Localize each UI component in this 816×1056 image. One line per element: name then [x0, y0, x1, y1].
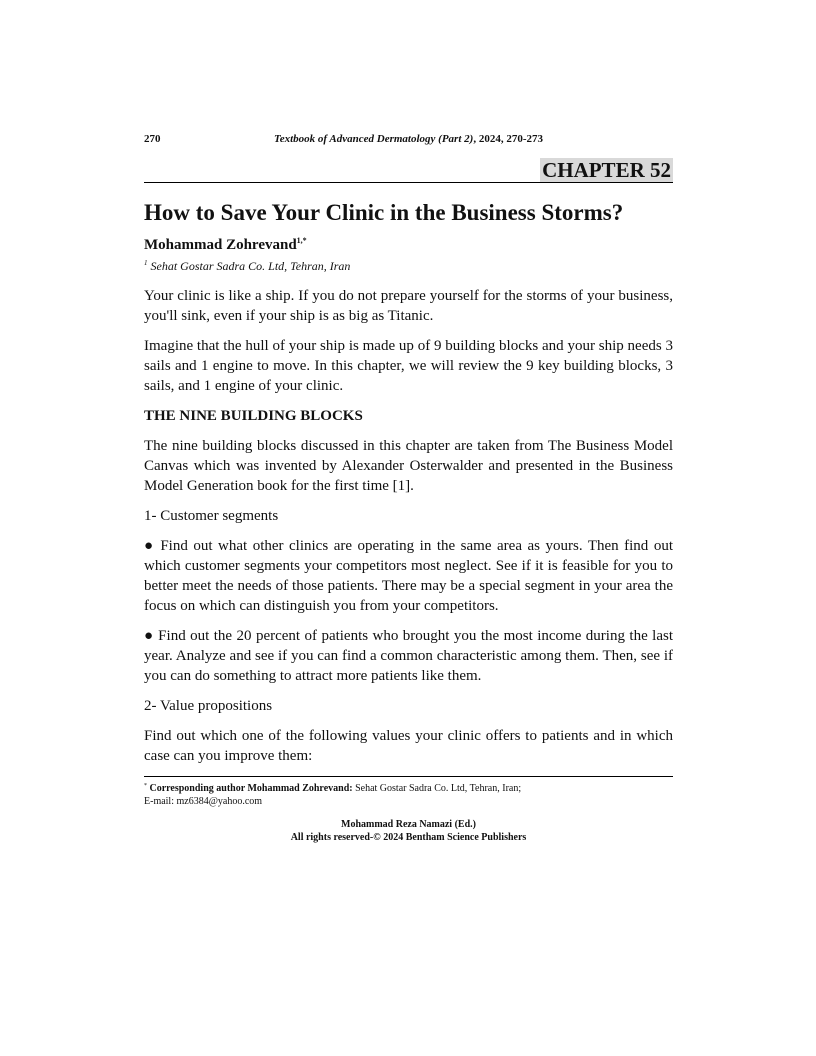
footnote-rule	[144, 776, 673, 777]
paragraph-canvas: The nine building blocks discussed in this chapter are taken from The Business Model Canvas which was invented by Alexander Osterwalder and presented in the Business Model Generation book for the first time [1].	[144, 438, 673, 494]
footnote-mark: *	[144, 783, 147, 789]
editor-credit: Mohammad Reza Namazi (Ed.)	[341, 819, 476, 830]
header-rule	[144, 182, 673, 183]
footnote-line-1	[144, 780, 673, 795]
publisher-credits	[144, 818, 673, 844]
footnote-email: E-mail: mz6384@yahoo.com	[144, 796, 263, 807]
bullet-competitors: ● Find out what other clinics are operating in the same area as yours. Then find out which customer segments your competitors most neglect. See if it is feasible for you to better meet the needs of those patients. There may be a special segment in your area the focus on which can distinguish you from your competitors.	[144, 538, 673, 614]
chapter-label-box	[540, 158, 673, 182]
affiliation	[144, 259, 350, 274]
subheading-customer-segments: 1- Customer segments	[144, 508, 279, 524]
journal-citation	[144, 133, 673, 145]
section-heading: THE NINE BUILDING BLOCKS	[144, 408, 363, 424]
journal-title: Textbook of Advanced Dermatology (Part 2)	[274, 133, 474, 145]
paragraph-intro: Your clinic is like a ship. If you do not prepare yourself for the storms of your business, you'll sink, even if your ship is as big as Titanic.	[144, 288, 673, 324]
author-marks: 1,*	[296, 236, 307, 245]
paragraph-hull: Imagine that the hull of your ship is made up of 9 building blocks and your ship needs 3 sails and 1 engine to move. In this chapter, we will review the 9 key building blocks, 3 sails, and 1 engine of your clinic.	[144, 338, 673, 394]
chapter-title: How to Save Your Clinic in the Business Storms?	[144, 200, 624, 225]
footnote-address: Sehat Gostar Sadra Co. Ltd, Tehran, Iran;	[352, 783, 522, 794]
author-name: Mohammad Zohrevand	[144, 237, 297, 253]
footnote-label: Corresponding author Mohammad Zohrevand:	[149, 783, 353, 794]
chapter-label: CHAPTER 52	[542, 158, 671, 182]
subheading-value-propositions: 2- Value propositions	[144, 698, 273, 714]
bullet-top-patients: ● Find out the 20 percent of patients who brought you the most income during the last year. Analyze and see if you can find a common characteristic among them. Then, see if you can do something to attract more patients like them.	[144, 628, 673, 684]
page-number: 270	[144, 133, 161, 145]
paragraph-values: Find out which one of the following values your clinic offers to patients and in which case can you improve them:	[144, 728, 673, 764]
rights-line: All rights reserved-© 2024 Bentham Science Publishers	[290, 832, 527, 843]
affiliation-mark: 1	[144, 259, 148, 267]
footnote	[144, 780, 673, 808]
journal-meta: , 2024, 270-273	[473, 133, 543, 145]
affiliation-text: Sehat Gostar Sadra Co. Ltd, Tehran, Iran	[150, 259, 351, 273]
body-text	[144, 286, 673, 776]
author-line	[144, 236, 307, 254]
